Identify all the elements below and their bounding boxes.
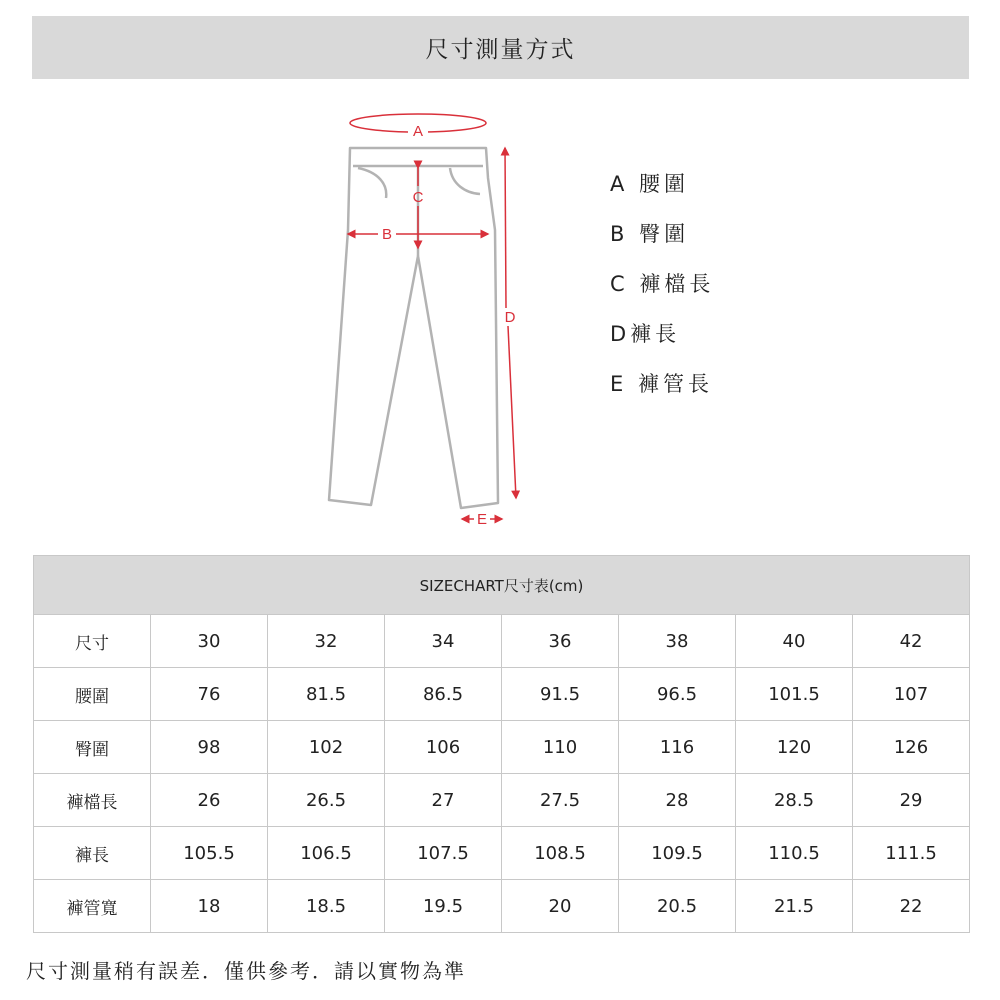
table-cell: 19.5: [385, 880, 502, 933]
table-cell: 28: [619, 774, 736, 827]
table-cell: 40: [736, 615, 853, 668]
row-label: 臀圍: [34, 721, 151, 774]
table-cell: 105.5: [151, 827, 268, 880]
header-bar: [32, 16, 969, 79]
label-d: D: [504, 309, 516, 326]
legend-item-d: D褲長: [610, 322, 681, 346]
legend-item-b: B 臀圍: [610, 222, 690, 246]
table-cell: 107: [853, 668, 970, 721]
row-label: 尺寸: [34, 615, 151, 668]
label-e: E: [476, 511, 488, 528]
table-row-leg-width: [34, 880, 970, 933]
legend-item-a: A 腰圍: [610, 172, 690, 196]
table-cell: 107.5: [385, 827, 502, 880]
table-cell: 110: [502, 721, 619, 774]
table-row-crotch: [34, 774, 970, 827]
table-cell: 109.5: [619, 827, 736, 880]
row-label: 腰圍: [34, 668, 151, 721]
table-cell: 108.5: [502, 827, 619, 880]
table-cell: 110.5: [736, 827, 853, 880]
legend-item-c: C 褲檔長: [610, 272, 715, 296]
table-cell: 32: [268, 615, 385, 668]
table-cell: 18.5: [268, 880, 385, 933]
page-title: 尺寸測量方式: [425, 37, 576, 63]
table-caption: SIZECHART尺寸表(cm): [34, 556, 970, 615]
table-cell: 120: [736, 721, 853, 774]
table-cell: 91.5: [502, 668, 619, 721]
table-cell: 21.5: [736, 880, 853, 933]
table-cell: 38: [619, 615, 736, 668]
table-cell: 20.5: [619, 880, 736, 933]
label-a: A: [412, 123, 424, 140]
table-cell: 81.5: [268, 668, 385, 721]
table-cell: 98: [151, 721, 268, 774]
table-cell: 106: [385, 721, 502, 774]
table-cell: 34: [385, 615, 502, 668]
table-cell: 26: [151, 774, 268, 827]
label-c: C: [412, 189, 424, 206]
table-cell: 36: [502, 615, 619, 668]
table-cell: 20: [502, 880, 619, 933]
table-row-size: [34, 615, 970, 668]
size-chart-table: [33, 555, 970, 933]
table-cell: 29: [853, 774, 970, 827]
table-row-hip: [34, 721, 970, 774]
table-cell: 106.5: [268, 827, 385, 880]
table-cell: 18: [151, 880, 268, 933]
pants-measurement-diagram: [320, 108, 540, 538]
table-cell: 101.5: [736, 668, 853, 721]
table-cell: 42: [853, 615, 970, 668]
table-cell: 27: [385, 774, 502, 827]
legend-item-e: E 褲管長: [610, 372, 713, 396]
measurement-disclaimer: 尺寸測量稍有誤差．僅供參考．請以實物為準: [26, 959, 466, 983]
table-cell: 22: [853, 880, 970, 933]
table-cell: 26.5: [268, 774, 385, 827]
pants-illustration: [320, 108, 540, 538]
table-cell: 28.5: [736, 774, 853, 827]
table-cell: 126: [853, 721, 970, 774]
table-caption-row: [34, 556, 970, 615]
table-cell: 116: [619, 721, 736, 774]
table-cell: 102: [268, 721, 385, 774]
table-cell: 30: [151, 615, 268, 668]
table-row-length: [34, 827, 970, 880]
table-cell: 111.5: [853, 827, 970, 880]
row-label: 褲長: [34, 827, 151, 880]
measurement-legend: [610, 168, 910, 418]
label-b: B: [381, 226, 393, 243]
row-label: 褲管寬: [34, 880, 151, 933]
table-cell: 96.5: [619, 668, 736, 721]
table-row-waist: [34, 668, 970, 721]
table-cell: 86.5: [385, 668, 502, 721]
row-label: 褲檔長: [34, 774, 151, 827]
table-cell: 76: [151, 668, 268, 721]
table-cell: 27.5: [502, 774, 619, 827]
